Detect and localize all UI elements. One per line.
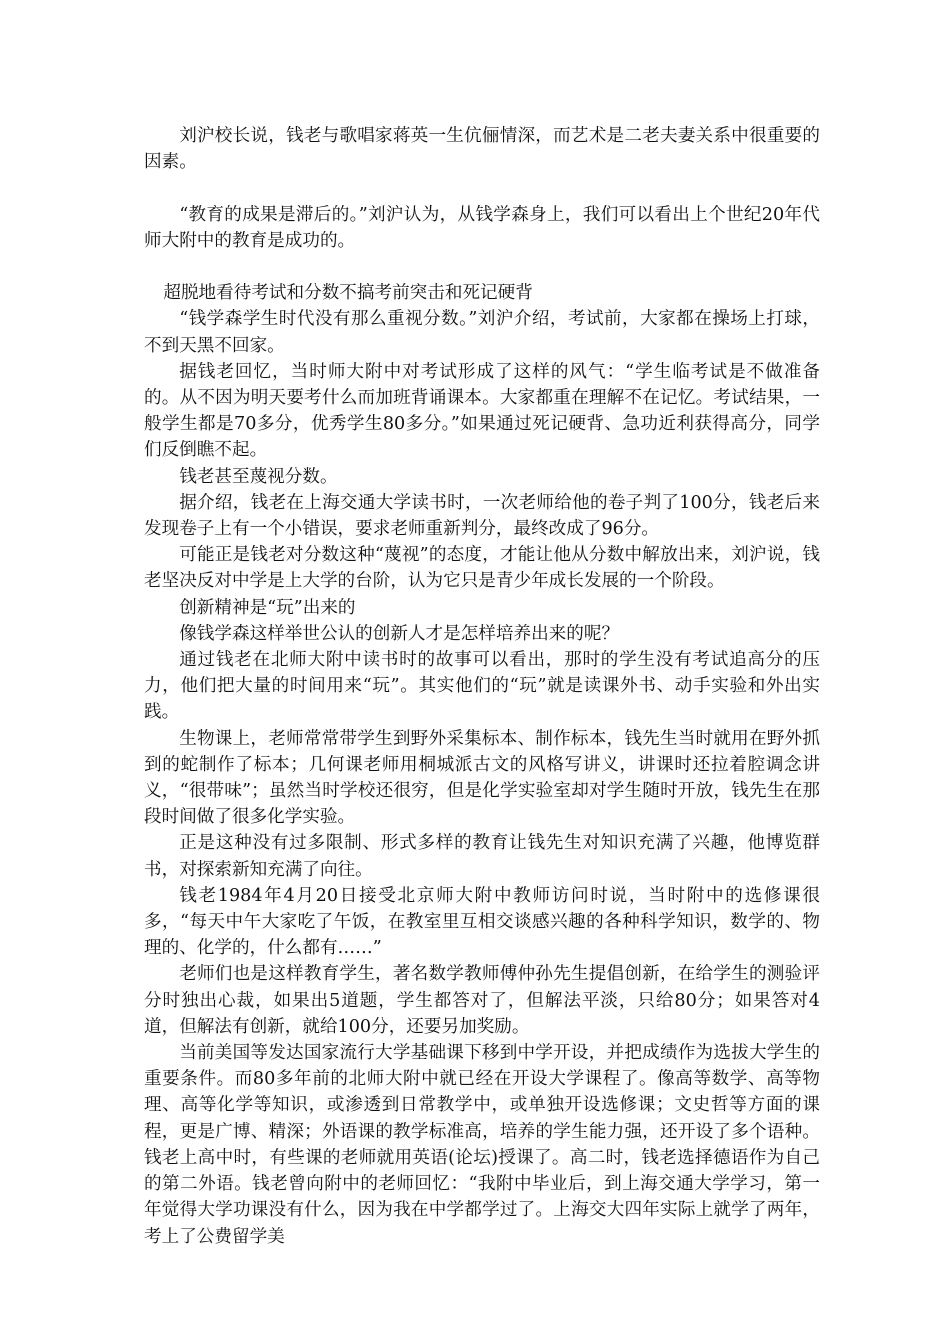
paragraph-14: 当前美国等发达国家流行大学基础课下移到中学开设，并把成绩作为选拔大学生的重要条件。而80多年前的北师大附中就已经在开设大学课程了。像高等数学、高等物理、高等化学等知识，或渗透到日常教学中，或单独开设选修课；文史哲等方面的课程，更是广博、精深；外语课的教学标准高，培养的学生能力强，还开设了多个语种。钱老上高中时，有些课的老师就用英语(论坛)授课了。高二时，钱老选择德语作为自己的第二外语。钱老曾向附中的老师回忆：“我附中毕业后，到上海交通大学学习，第一年觉得大学功课没有什么，因为我在中学都学过了。上海交大四年实际上就学了两年，考上了公费留学美 bbox=[144, 1043, 820, 1247]
paragraph-9: 通过钱老在北师大附中读书时的故事可以看出，那时的学生没有考试追高分的压力，他们把大量的时间用来“玩”。其实他们的“玩”就是读课外书、动手实验和外出实践。 bbox=[144, 650, 820, 723]
paragraph-6: 据介绍，钱老在上海交通大学读书时，一次老师给他的卷子判了100分，钱老后来发现卷子上有一个小错误，要求老师重新判分，最终改成了96分。 bbox=[144, 492, 820, 540]
section-heading-2: 创新精神是“玩”出来的 bbox=[179, 597, 356, 618]
paragraph-12: 钱老1984年4月20日接受北京师大附中教师访问时说，当时附中的选修课很多，“每天中午大家吃了午饭，在教室里互相交谈感兴趣的各种科学知识，数学的、物理的、化学的，什么都有……” bbox=[144, 885, 820, 959]
paragraph-1: 刘沪校长说，钱老与歌唱家蒋英一生伉俪情深，而艺术是二老夫妻关系中很重要的因素。 bbox=[144, 126, 820, 173]
paragraph-4: 据钱老回忆，当时师大附中对考试形成了这样的风气：“学生临考试是不做准备的。从不因为明天要考什么而加班背诵课本。大家都重在理解不在记忆。考试结果，一般学生都是70多分，优秀学生80多分。”如果通过死记硬背、急功近利获得高分，同学们反倒瞧不起。 bbox=[144, 361, 820, 461]
paragraph-5: 钱老甚至蔑视分数。 bbox=[179, 466, 338, 487]
paragraph-11: 正是这种没有过多限制、形式多样的教育让钱先生对知识充满了兴趣，他博览群书，对探索新知充满了向往。 bbox=[144, 833, 820, 880]
article-body bbox=[144, 123, 820, 1250]
paragraph-3: “钱学森学生时代没有那么重视分数。”刘沪介绍，考试前，大家都在操场上打球，不到天黑不回家。 bbox=[144, 309, 820, 356]
paragraph-10: 生物课上，老师常常带学生到野外采集标本、制作标本，钱先生当时就用在野外抓到的蛇制作了标本；几何课老师用桐城派古文的风格写讲义，讲课时还拉着腔调念讲义，“很带味”；虽然当时学校还很穷，但是化学实验室却对学生随时开放，钱先生在那段时间做了很多化学实验。 bbox=[144, 728, 820, 828]
paragraph-2: “教育的成果是滞后的。”刘沪认为，从钱学森身上，我们可以看出上个世纪20年代师大附中的教育是成功的。 bbox=[144, 204, 820, 251]
paragraph-7: 可能正是钱老对分数这种“蔑视”的态度，才能让他从分数中解放出来，刘沪说，钱老坚决反对中学是上大学的台阶，认为它只是青少年成长发展的一个阶段。 bbox=[144, 545, 820, 592]
section-heading-1: 超脱地看待考试和分数不搞考前突击和死记硬背 bbox=[163, 283, 533, 304]
paragraph-8: 像钱学森这样举世公认的创新人才是怎样培养出来的呢？ bbox=[179, 623, 620, 644]
paragraph-13: 老师们也是这样教育学生，著名数学教师傅仲孙先生提倡创新，在给学生的测验评分时独出心裁，如果出5道题，学生都答对了，但解法平淡，只给80分；如果答对4道，但解法有创新，就给100分，还要另加奖励。 bbox=[144, 964, 820, 1037]
